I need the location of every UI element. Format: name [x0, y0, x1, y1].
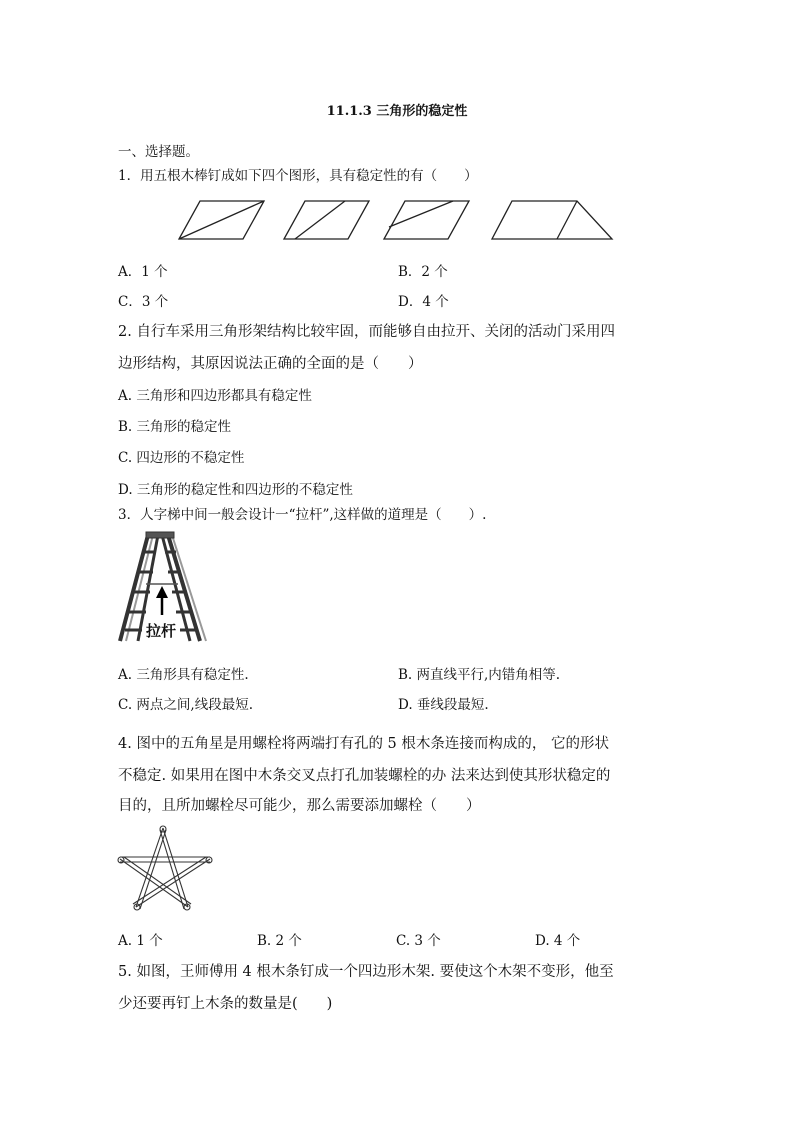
question-1-stem: 1．用五根木棒钉成如下四个图形，具有稳定性的有（ ） — [118, 168, 478, 184]
q2-option-a: A. 三角形和四边形都具有稳定性 — [118, 388, 312, 404]
question-2-stem-line-1: 2. 自行车采用三角形架结构比较牢固，而能够自由拉开、关闭的活动门采用四 — [118, 324, 615, 340]
q2-option-c: C. 四边形的不稳定性 — [118, 450, 245, 466]
question-3-stem: 3．人字梯中间一般会设计一“拉杆”,这样做的道理是（ ）. — [118, 507, 487, 523]
question-5-stem-line-1: 5. 如图，王师傅用 4 根木条钉成一个四边形木架. 要使这个木架不变形，他至 — [118, 964, 614, 980]
q4-option-a: A. 1 个 — [118, 933, 163, 949]
question-5-stem-line-2: 少还要再钉上木条的数量是( ) — [118, 996, 333, 1012]
page-title: 11.1.3 三角形的稳定性 — [326, 104, 468, 119]
q3-option-a: A. 三角形具有稳定性. — [118, 667, 249, 683]
q1-option-a: A．1 个 — [118, 264, 168, 280]
question-2-stem-line-2: 边形结构，其原因说法正确的全面的是（ ） — [118, 356, 423, 372]
question-4-stem-line-2: 不稳定. 如果用在图中木条交叉点打孔加装螺栓的办 法来达到使其形状稳定的 — [118, 768, 611, 784]
q2-option-b: B. 三角形的稳定性 — [118, 419, 232, 435]
q1-option-b: B．2 个 — [398, 264, 448, 280]
q3-option-d: D. 垂线段最短. — [398, 697, 489, 713]
q1-option-d: D．4 个 — [398, 294, 449, 310]
q2-option-d: D. 三角形的稳定性和四边形的不稳定性 — [118, 482, 353, 498]
q3-option-c: C. 两点之间,线段最短. — [118, 697, 254, 713]
q4-option-c: C. 3 个 — [396, 933, 441, 949]
question-4-stem-line-3: 目的，且所加螺栓尽可能少，那么需要添加螺栓（ ） — [118, 798, 481, 814]
q3-option-b: B. 两直线平行,内错角相等. — [398, 667, 561, 683]
q4-option-d: D. 4 个 — [535, 933, 581, 949]
q1-option-c: C．3 个 — [118, 294, 169, 310]
ladder-bar-label: 拉杆 — [146, 622, 177, 640]
question-4-stem-line-1: 4. 图中的五角星是用螺栓将两端打有孔的 5 根木条连接而构成的， 它的形状 — [118, 736, 609, 752]
section-heading: 一、选择题。 — [118, 144, 199, 160]
q4-option-b: B. 2 个 — [257, 933, 302, 949]
